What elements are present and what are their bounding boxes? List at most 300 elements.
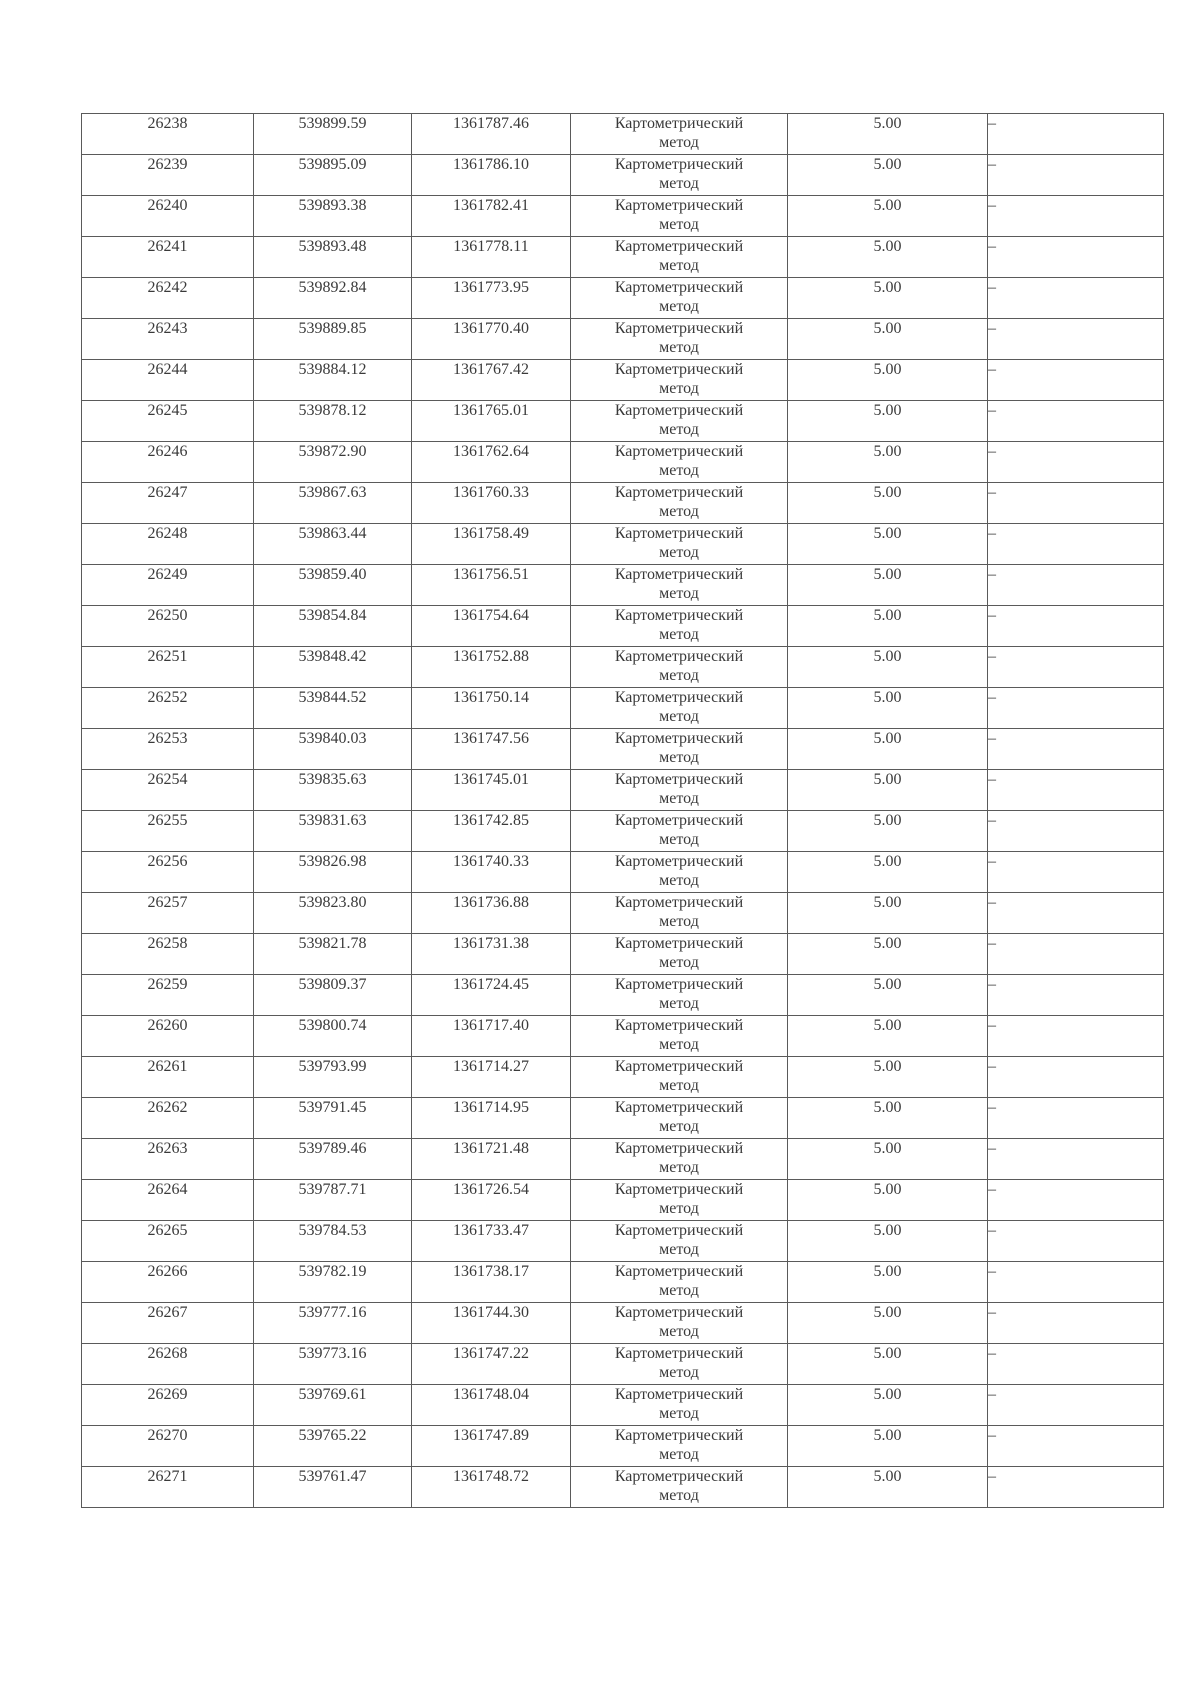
table-row: [82, 1221, 1164, 1262]
description-cell: –: [988, 1016, 1164, 1057]
method-line-1: Картометрический: [614, 238, 744, 255]
table-row: [82, 524, 1164, 565]
table-row: [82, 1262, 1164, 1303]
point-number-cell: 26268: [82, 1344, 254, 1385]
method-line-1: Картометрический: [614, 566, 744, 583]
y-coordinate-cell: 1361786.10: [412, 155, 571, 196]
accuracy-cell: 5.00: [788, 319, 988, 360]
method-cell: [571, 893, 788, 934]
y-coordinate-cell: 1361754.64: [412, 606, 571, 647]
accuracy-cell: 5.00: [788, 688, 988, 729]
method-line-2: метод: [659, 1323, 699, 1340]
point-number-cell: 26244: [82, 360, 254, 401]
method-line-1: Картометрический: [614, 1140, 744, 1157]
method-cell: [571, 1303, 788, 1344]
method-line-1: Картометрический: [614, 730, 744, 747]
table-row: [82, 975, 1164, 1016]
x-coordinate-cell: 539893.38: [254, 196, 412, 237]
y-coordinate-cell: 1361717.40: [412, 1016, 571, 1057]
y-coordinate-cell: 1361760.33: [412, 483, 571, 524]
description-cell: –: [988, 1098, 1164, 1139]
point-number-cell: 26270: [82, 1426, 254, 1467]
x-coordinate-cell: 539859.40: [254, 565, 412, 606]
accuracy-cell: 5.00: [788, 1344, 988, 1385]
description-cell: –: [988, 770, 1164, 811]
x-coordinate-cell: 539809.37: [254, 975, 412, 1016]
accuracy-cell: 5.00: [788, 1262, 988, 1303]
method-cell: [571, 237, 788, 278]
table-row: [82, 770, 1164, 811]
accuracy-cell: 5.00: [788, 1016, 988, 1057]
point-number-cell: 26269: [82, 1385, 254, 1426]
point-number-cell: 26249: [82, 565, 254, 606]
accuracy-cell: 5.00: [788, 647, 988, 688]
description-cell: –: [988, 1303, 1164, 1344]
point-number-cell: 26248: [82, 524, 254, 565]
description-cell: –: [988, 1344, 1164, 1385]
method-cell: [571, 1467, 788, 1508]
method-cell: [571, 278, 788, 319]
method-line-1: Картометрический: [614, 156, 744, 173]
point-number-cell: 26260: [82, 1016, 254, 1057]
method-line-1: Картометрический: [614, 115, 744, 132]
method-cell: [571, 401, 788, 442]
method-cell: [571, 606, 788, 647]
method-line-1: Картометрический: [614, 607, 744, 624]
table-row: [82, 483, 1164, 524]
accuracy-cell: 5.00: [788, 278, 988, 319]
description-cell: –: [988, 237, 1164, 278]
method-cell: [571, 524, 788, 565]
method-line-1: Картометрический: [614, 771, 744, 788]
y-coordinate-cell: 1361787.46: [412, 114, 571, 155]
method-line-1: Картометрический: [614, 525, 744, 542]
description-cell: –: [988, 524, 1164, 565]
method-line-2: метод: [659, 1077, 699, 1094]
x-coordinate-cell: 539784.53: [254, 1221, 412, 1262]
x-coordinate-cell: 539782.19: [254, 1262, 412, 1303]
table-row: [82, 893, 1164, 934]
accuracy-cell: 5.00: [788, 893, 988, 934]
description-cell: –: [988, 934, 1164, 975]
x-coordinate-cell: 539826.98: [254, 852, 412, 893]
y-coordinate-cell: 1361747.22: [412, 1344, 571, 1385]
y-coordinate-cell: 1361745.01: [412, 770, 571, 811]
point-number-cell: 26254: [82, 770, 254, 811]
method-line-2: метод: [659, 421, 699, 438]
description-cell: –: [988, 852, 1164, 893]
y-coordinate-cell: 1361748.04: [412, 1385, 571, 1426]
x-coordinate-cell: 539777.16: [254, 1303, 412, 1344]
x-coordinate-cell: 539895.09: [254, 155, 412, 196]
y-coordinate-cell: 1361736.88: [412, 893, 571, 934]
description-cell: –: [988, 1385, 1164, 1426]
x-coordinate-cell: 539867.63: [254, 483, 412, 524]
method-cell: [571, 196, 788, 237]
method-line-1: Картометрический: [614, 320, 744, 337]
table-row: [82, 1139, 1164, 1180]
method-cell: [571, 442, 788, 483]
point-number-cell: 26266: [82, 1262, 254, 1303]
method-cell: [571, 1016, 788, 1057]
y-coordinate-cell: 1361724.45: [412, 975, 571, 1016]
table-row: [82, 237, 1164, 278]
description-cell: –: [988, 114, 1164, 155]
point-number-cell: 26250: [82, 606, 254, 647]
x-coordinate-cell: 539769.61: [254, 1385, 412, 1426]
description-cell: –: [988, 647, 1164, 688]
method-cell: [571, 934, 788, 975]
x-coordinate-cell: 539791.45: [254, 1098, 412, 1139]
table-row: [82, 1467, 1164, 1508]
y-coordinate-cell: 1361756.51: [412, 565, 571, 606]
table-row: [82, 811, 1164, 852]
method-line-2: метод: [659, 257, 699, 274]
description-cell: –: [988, 278, 1164, 319]
method-cell: [571, 1385, 788, 1426]
description-cell: –: [988, 1262, 1164, 1303]
accuracy-cell: 5.00: [788, 1385, 988, 1426]
point-number-cell: 26256: [82, 852, 254, 893]
method-cell: [571, 688, 788, 729]
accuracy-cell: 5.00: [788, 155, 988, 196]
description-cell: –: [988, 688, 1164, 729]
y-coordinate-cell: 1361731.38: [412, 934, 571, 975]
y-coordinate-cell: 1361742.85: [412, 811, 571, 852]
accuracy-cell: 5.00: [788, 1426, 988, 1467]
method-line-2: метод: [659, 503, 699, 520]
method-line-1: Картометрический: [614, 361, 744, 378]
x-coordinate-cell: 539889.85: [254, 319, 412, 360]
x-coordinate-cell: 539878.12: [254, 401, 412, 442]
y-coordinate-cell: 1361726.54: [412, 1180, 571, 1221]
table-row: [82, 1426, 1164, 1467]
point-number-cell: 26240: [82, 196, 254, 237]
x-coordinate-cell: 539765.22: [254, 1426, 412, 1467]
method-line-1: Картометрический: [614, 812, 744, 829]
y-coordinate-cell: 1361738.17: [412, 1262, 571, 1303]
accuracy-cell: 5.00: [788, 852, 988, 893]
table-row: [82, 647, 1164, 688]
accuracy-cell: 5.00: [788, 483, 988, 524]
method-line-2: метод: [659, 544, 699, 561]
accuracy-cell: 5.00: [788, 1467, 988, 1508]
point-number-cell: 26252: [82, 688, 254, 729]
accuracy-cell: 5.00: [788, 360, 988, 401]
accuracy-cell: 5.00: [788, 975, 988, 1016]
accuracy-cell: 5.00: [788, 1057, 988, 1098]
method-line-2: метод: [659, 1118, 699, 1135]
method-cell: [571, 1221, 788, 1262]
x-coordinate-cell: 539793.99: [254, 1057, 412, 1098]
method-line-2: метод: [659, 1036, 699, 1053]
table-row: [82, 606, 1164, 647]
x-coordinate-cell: 539892.84: [254, 278, 412, 319]
table-row: [82, 278, 1164, 319]
x-coordinate-cell: 539835.63: [254, 770, 412, 811]
method-line-2: метод: [659, 872, 699, 889]
point-number-cell: 26257: [82, 893, 254, 934]
y-coordinate-cell: 1361762.64: [412, 442, 571, 483]
method-line-2: метод: [659, 1487, 699, 1504]
method-cell: [571, 565, 788, 606]
x-coordinate-cell: 539854.84: [254, 606, 412, 647]
table-row: [82, 688, 1164, 729]
y-coordinate-cell: 1361767.42: [412, 360, 571, 401]
point-number-cell: 26241: [82, 237, 254, 278]
point-number-cell: 26261: [82, 1057, 254, 1098]
y-coordinate-cell: 1361752.88: [412, 647, 571, 688]
point-number-cell: 26265: [82, 1221, 254, 1262]
y-coordinate-cell: 1361778.11: [412, 237, 571, 278]
method-cell: [571, 114, 788, 155]
method-line-2: метод: [659, 1282, 699, 1299]
method-line-1: Картометрический: [614, 1468, 744, 1485]
description-cell: –: [988, 729, 1164, 770]
description-cell: –: [988, 319, 1164, 360]
x-coordinate-cell: 539823.80: [254, 893, 412, 934]
method-line-2: метод: [659, 1159, 699, 1176]
method-line-2: метод: [659, 1364, 699, 1381]
point-number-cell: 26245: [82, 401, 254, 442]
point-number-cell: 26258: [82, 934, 254, 975]
method-cell: [571, 1426, 788, 1467]
description-cell: –: [988, 811, 1164, 852]
y-coordinate-cell: 1361782.41: [412, 196, 571, 237]
method-cell: [571, 1180, 788, 1221]
accuracy-cell: 5.00: [788, 606, 988, 647]
x-coordinate-cell: 539787.71: [254, 1180, 412, 1221]
table-row: [82, 1057, 1164, 1098]
description-cell: –: [988, 155, 1164, 196]
table-row: [82, 1016, 1164, 1057]
x-coordinate-cell: 539840.03: [254, 729, 412, 770]
method-line-2: метод: [659, 1241, 699, 1258]
description-cell: –: [988, 1426, 1164, 1467]
accuracy-cell: 5.00: [788, 1303, 988, 1344]
accuracy-cell: 5.00: [788, 1180, 988, 1221]
method-line-2: метод: [659, 462, 699, 479]
y-coordinate-cell: 1361748.72: [412, 1467, 571, 1508]
point-number-cell: 26238: [82, 114, 254, 155]
point-number-cell: 26243: [82, 319, 254, 360]
method-line-2: метод: [659, 954, 699, 971]
y-coordinate-cell: 1361747.56: [412, 729, 571, 770]
description-cell: –: [988, 1221, 1164, 1262]
table-row: [82, 1180, 1164, 1221]
description-cell: –: [988, 1467, 1164, 1508]
accuracy-cell: 5.00: [788, 729, 988, 770]
description-cell: –: [988, 975, 1164, 1016]
method-line-1: Картометрический: [614, 976, 744, 993]
method-line-2: метод: [659, 585, 699, 602]
method-line-1: Картометрический: [614, 1058, 744, 1075]
method-line-1: Картометрический: [614, 1222, 744, 1239]
method-cell: [571, 360, 788, 401]
point-number-cell: 26253: [82, 729, 254, 770]
point-number-cell: 26259: [82, 975, 254, 1016]
table-row: [82, 114, 1164, 155]
method-line-2: метод: [659, 380, 699, 397]
method-line-1: Картометрический: [614, 1263, 744, 1280]
method-line-2: метод: [659, 216, 699, 233]
method-line-2: метод: [659, 708, 699, 725]
method-line-2: метод: [659, 831, 699, 848]
description-cell: –: [988, 565, 1164, 606]
method-line-2: метод: [659, 913, 699, 930]
method-line-1: Картометрический: [614, 443, 744, 460]
table-row: [82, 729, 1164, 770]
table-row: [82, 1344, 1164, 1385]
method-line-2: метод: [659, 749, 699, 766]
point-number-cell: 26264: [82, 1180, 254, 1221]
method-line-1: Картометрический: [614, 402, 744, 419]
x-coordinate-cell: 539831.63: [254, 811, 412, 852]
y-coordinate-cell: 1361758.49: [412, 524, 571, 565]
accuracy-cell: 5.00: [788, 114, 988, 155]
table-row: [82, 360, 1164, 401]
point-number-cell: 26246: [82, 442, 254, 483]
description-cell: –: [988, 442, 1164, 483]
method-line-1: Картометрический: [614, 1345, 744, 1362]
point-number-cell: 26242: [82, 278, 254, 319]
table-row: [82, 852, 1164, 893]
description-cell: –: [988, 1057, 1164, 1098]
method-cell: [571, 729, 788, 770]
method-line-1: Картометрический: [614, 894, 744, 911]
method-cell: [571, 1344, 788, 1385]
point-number-cell: 26255: [82, 811, 254, 852]
point-number-cell: 26267: [82, 1303, 254, 1344]
x-coordinate-cell: 539863.44: [254, 524, 412, 565]
description-cell: –: [988, 483, 1164, 524]
method-line-2: метод: [659, 626, 699, 643]
method-cell: [571, 319, 788, 360]
table-row: [82, 401, 1164, 442]
method-cell: [571, 1139, 788, 1180]
table-row: [82, 1098, 1164, 1139]
description-cell: –: [988, 360, 1164, 401]
method-line-2: метод: [659, 134, 699, 151]
description-cell: –: [988, 401, 1164, 442]
y-coordinate-cell: 1361714.95: [412, 1098, 571, 1139]
y-coordinate-cell: 1361733.47: [412, 1221, 571, 1262]
description-cell: –: [988, 196, 1164, 237]
method-line-1: Картометрический: [614, 648, 744, 665]
y-coordinate-cell: 1361770.40: [412, 319, 571, 360]
method-line-2: метод: [659, 995, 699, 1012]
method-cell: [571, 1262, 788, 1303]
method-line-1: Картометрический: [614, 484, 744, 501]
description-cell: –: [988, 1139, 1164, 1180]
accuracy-cell: 5.00: [788, 442, 988, 483]
x-coordinate-cell: 539789.46: [254, 1139, 412, 1180]
method-cell: [571, 483, 788, 524]
x-coordinate-cell: 539848.42: [254, 647, 412, 688]
accuracy-cell: 5.00: [788, 401, 988, 442]
method-line-2: метод: [659, 1405, 699, 1422]
method-line-1: Картометрический: [614, 279, 744, 296]
point-number-cell: 26263: [82, 1139, 254, 1180]
point-number-cell: 26247: [82, 483, 254, 524]
method-cell: [571, 1057, 788, 1098]
method-cell: [571, 852, 788, 893]
method-line-1: Картометрический: [614, 1099, 744, 1116]
accuracy-cell: 5.00: [788, 565, 988, 606]
table-row: [82, 1385, 1164, 1426]
point-number-cell: 26271: [82, 1467, 254, 1508]
y-coordinate-cell: 1361721.48: [412, 1139, 571, 1180]
y-coordinate-cell: 1361744.30: [412, 1303, 571, 1344]
accuracy-cell: 5.00: [788, 237, 988, 278]
method-cell: [571, 1098, 788, 1139]
description-cell: –: [988, 893, 1164, 934]
y-coordinate-cell: 1361765.01: [412, 401, 571, 442]
accuracy-cell: 5.00: [788, 1098, 988, 1139]
y-coordinate-cell: 1361747.89: [412, 1426, 571, 1467]
x-coordinate-cell: 539893.48: [254, 237, 412, 278]
method-line-2: метод: [659, 667, 699, 684]
method-line-2: метод: [659, 1446, 699, 1463]
method-line-1: Картометрический: [614, 197, 744, 214]
table-row: [82, 934, 1164, 975]
method-line-2: метод: [659, 298, 699, 315]
method-line-1: Картометрический: [614, 935, 744, 952]
y-coordinate-cell: 1361773.95: [412, 278, 571, 319]
table-row: [82, 442, 1164, 483]
method-cell: [571, 155, 788, 196]
accuracy-cell: 5.00: [788, 770, 988, 811]
accuracy-cell: 5.00: [788, 524, 988, 565]
table-row: [82, 319, 1164, 360]
method-line-1: Картометрический: [614, 689, 744, 706]
point-number-cell: 26251: [82, 647, 254, 688]
method-cell: [571, 811, 788, 852]
method-line-2: метод: [659, 1200, 699, 1217]
accuracy-cell: 5.00: [788, 934, 988, 975]
x-coordinate-cell: 539821.78: [254, 934, 412, 975]
method-cell: [571, 647, 788, 688]
point-number-cell: 26262: [82, 1098, 254, 1139]
x-coordinate-cell: 539761.47: [254, 1467, 412, 1508]
table-row: [82, 565, 1164, 606]
y-coordinate-cell: 1361740.33: [412, 852, 571, 893]
accuracy-cell: 5.00: [788, 1221, 988, 1262]
x-coordinate-cell: 539800.74: [254, 1016, 412, 1057]
y-coordinate-cell: 1361714.27: [412, 1057, 571, 1098]
method-cell: [571, 975, 788, 1016]
x-coordinate-cell: 539773.16: [254, 1344, 412, 1385]
accuracy-cell: 5.00: [788, 1139, 988, 1180]
y-coordinate-cell: 1361750.14: [412, 688, 571, 729]
coordinates-table-body: [82, 114, 1164, 1508]
description-cell: –: [988, 1180, 1164, 1221]
table-row: [82, 1303, 1164, 1344]
point-number-cell: 26239: [82, 155, 254, 196]
method-line-1: Картометрический: [614, 1427, 744, 1444]
method-line-1: Картометрический: [614, 853, 744, 870]
x-coordinate-cell: 539899.59: [254, 114, 412, 155]
method-line-1: Картометрический: [614, 1304, 744, 1321]
description-cell: –: [988, 606, 1164, 647]
method-line-1: Картометрический: [614, 1386, 744, 1403]
coordinates-table: [81, 113, 1164, 1508]
method-line-1: Картометрический: [614, 1017, 744, 1034]
accuracy-cell: 5.00: [788, 811, 988, 852]
method-cell: [571, 770, 788, 811]
method-line-1: Картометрический: [614, 1181, 744, 1198]
method-line-2: метод: [659, 339, 699, 356]
